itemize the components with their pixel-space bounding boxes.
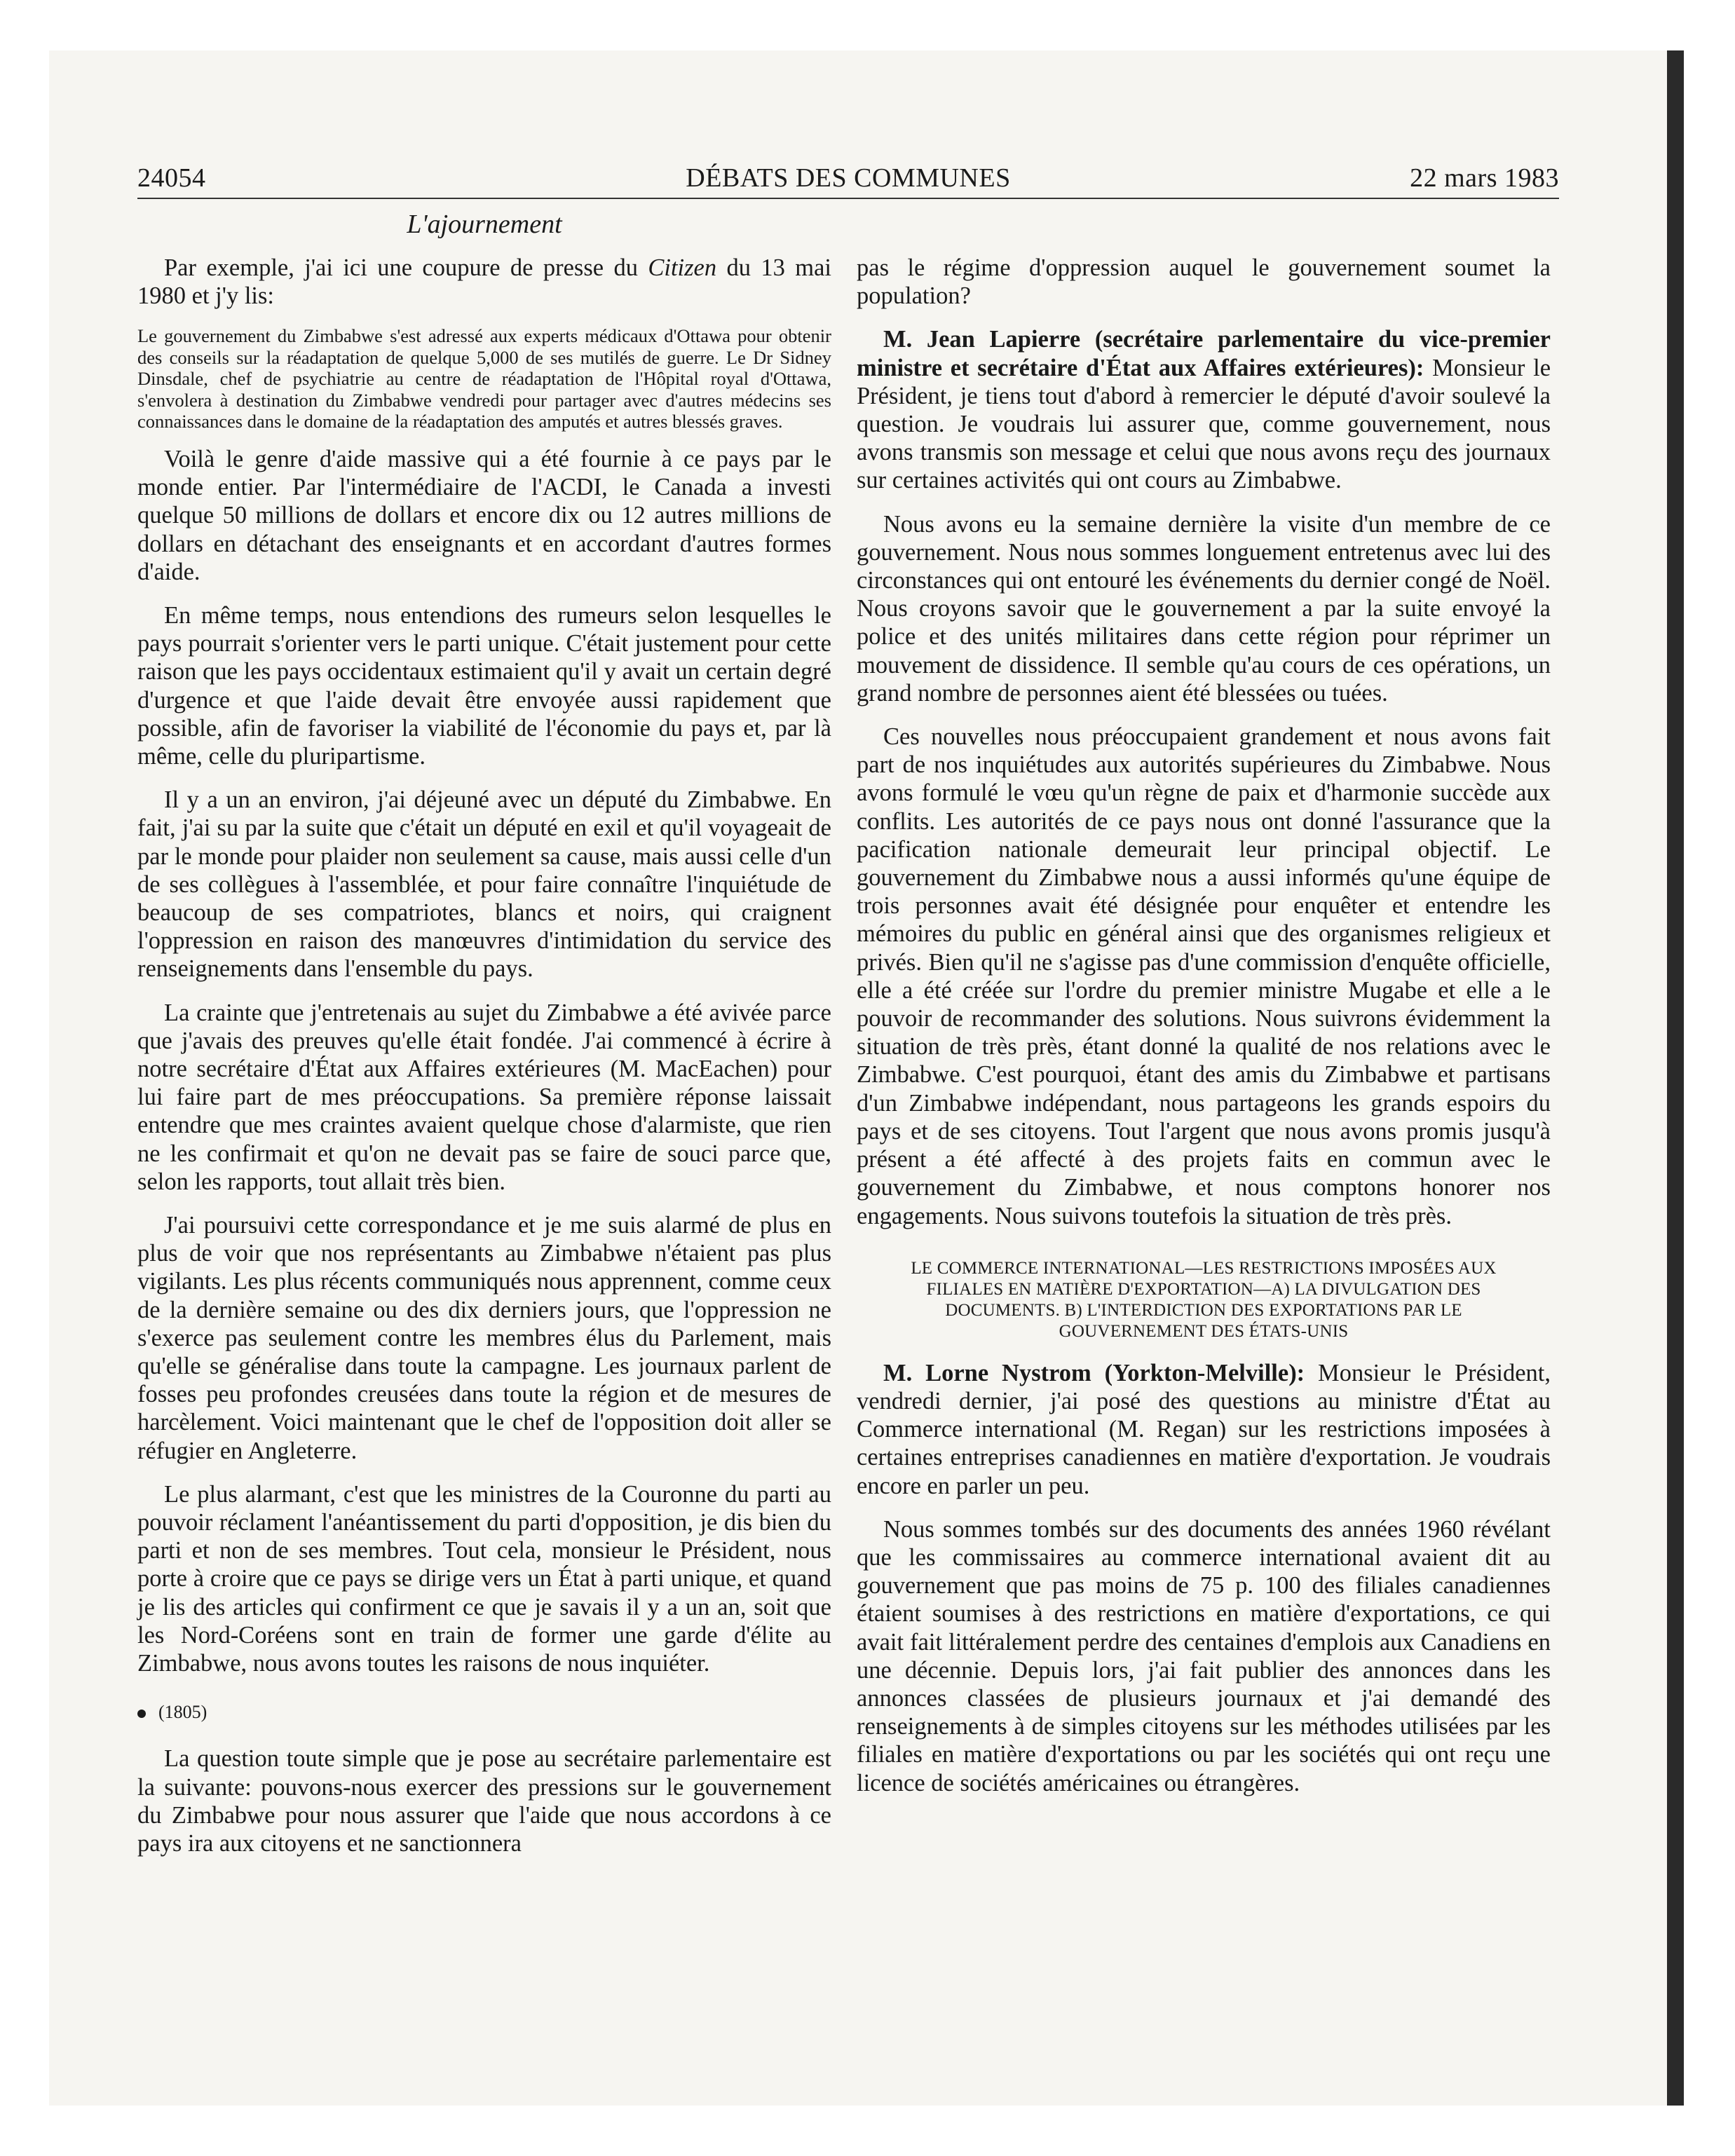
right-column [857, 254, 1551, 1813]
publication-title: DÉBATS DES COMMUNES [686, 163, 1011, 193]
speaker-name: M. Lorne Nystrom (Yorkton-Melville): [883, 1359, 1305, 1386]
paragraph: pas le régime d'oppression auquel le gouvernement soumet la population? [857, 254, 1551, 310]
speaker-paragraph: M. Lorne Nystrom (Yorkton-Melville): Monsieur le Président, vendredi dernier, j'ai posé des questions au ministre d'État au Commerce international (M. Regan) sur les restrictions imposées à certaines entreprises canadiennes en matière d'exportation. Je voudrais encore en parler un peu. [857, 1359, 1551, 1499]
paragraph: Le plus alarmant, c'est que les ministres de la Couronne du parti au pouvoir réclament l'anéantissement du parti d'opposition, je dis bien du parti et non de ses membres. Tout cela, monsieur le Président, nous porte à croire que ce pays se dirige vers un État à parti unique, et quand je lis des articles qui confirment ce que je savais il y a un an, soit que les Nord-Coréens sont en train de former une garde d'élite au Zimbabwe, nous avons toutes les raisons de nous inquiéter. [137, 1480, 831, 1677]
quoted-excerpt: Le gouvernement du Zimbabwe s'est adressé aux experts médicaux d'Ottawa pour obtenir des conseils sur la réadaptation de quelque 5,000 de ses mutilés de guerre. Le Dr Sidney Dinsdale, chef de psychiatrie au centre de réadaptation de l'Hôpital royal d'Ottawa, s'envolera à destination du Zimbabwe vendredi pour partager avec d'autres médecins ses connaissances dans le domaine de la réadaptation des amputés et autres blessés graves. [137, 325, 831, 432]
publication-date: 22 mars 1983 [1410, 163, 1559, 193]
paragraph: La crainte que j'entretenais au sujet du Zimbabwe a été avivée parce que j'avais des preuves qu'elle était fondée. J'ai commencé à écrire à notre secrétaire d'État aux Affaires extérieures (M. MacEachen) pour lui faire part de mes préoccupations. Sa première réponse laissait entendre que mes craintes avaient quelque chose d'alarmiste, que rien ne les confirmait et qu'on ne devait pas se faire de souci parce que, selon les rapports, tout allait très bien. [137, 999, 831, 1195]
scan-edge [1667, 50, 1684, 2106]
section-heading: LE COMMERCE INTERNATIONAL—LES RESTRICTIONS IMPOSÉES AUX FILIALES EN MATIÈRE D'EXPORTATION—A) LA DIVULGATION DES DOCUMENTS. B) L'INTERDICTION DES EXPORTATIONS PAR LE GOUVERNEMENT DES ÉTATS-UNIS [911, 1258, 1497, 1341]
speaker-name: M. Jean Lapierre (secrétaire parlementaire du vice-premier ministre et secrétaire d'État aux Affaires extérieures): [857, 326, 1551, 381]
time-marker: (1805) [137, 1698, 831, 1726]
paragraph: Ces nouvelles nous préoccupaient grandement et nous avons fait part de nos inquiétudes aux autorités supérieures du Zimbabwe. Nous avons formulé le vœu qu'un règne de paix et d'harmonie succède aux conflits. Les autorités de ce pays nous ont donné l'assurance que la pacification nationale demeurait leur principal objectif. Le gouvernement du Zimbabwe nous a aussi informés qu'une équipe de trois personnes avait été désignée pour enquêter et entendre les mémoires du public en général ainsi que des organismes religieux et privés. Bien qu'il ne s'agisse pas d'une commission d'enquête officielle, elle a été créée sur l'ordre du premier ministre Mugabe et elle a le pouvoir de recommander des solutions. Nous suivrons évidemment la situation de très près, étant donné la qualité de nos relations avec le Zimbabwe. C'est pourquoi, étant des amis du Zimbabwe et partisans d'un Zimbabwe indépendant, nous partageons les grands espoirs du pays et de ses citoyens. Tout l'argent que nous avons promis jusqu'à présent a été affecté à des projets faits en commun avec le gouvernement du Zimbabwe, et nous comptons honorer nos engagements. Nous suivons toutefois la situation de très près. [857, 723, 1551, 1229]
paragraph: Par exemple, j'ai ici une coupure de presse du Citizen du 13 mai 1980 et j'y lis: [137, 254, 831, 310]
paragraph: Nous sommes tombés sur des documents des années 1960 révélant que les commissaires au commerce international avaient dit au gouvernement que pas moins de 75 p. 100 des filiales canadiennes étaient soumises à des restrictions en matière d'exportations, ce qui avait fait littéralement perdre des centaines d'emplois aux Canadiens en une décennie. Depuis lors, j'ai fait publier des annonces dans les annonces classées de plusieurs journaux et j'ai demandé des renseignements à de simples citoyens sur les méthodes utilisées par les filiales en matière d'exportations ou par les sociétés qui ont reçu une licence de sociétés américaines ou étrangères. [857, 1515, 1551, 1796]
paragraph: En même temps, nous entendions des rumeurs selon lesquelles le pays pourrait s'orienter vers le parti unique. C'était justement pour cette raison que les pays occidentaux estimaient qu'il y avait un certain degré d'urgence et que l'aide devait être envoyée aussi rapidement que possible, afin de favoriser la viabilité de l'économie du pays et, par là même, celle du pluripartisme. [137, 601, 831, 770]
speaker-paragraph: M. Jean Lapierre (secrétaire parlementaire du vice-premier ministre et secrétaire d'État aux Affaires extérieures): Monsieur le Président, je tiens tout d'abord à remercier le député d'avoir soulevé la question. Je voudrais lui assurer que, comme gouvernement, nous avons transmis son message et celui que nous avons reçu des journaux sur certaines activités qui ont cours au Zimbabwe. [857, 326, 1551, 494]
paragraph: Voilà le genre d'aide massive qui a été fournie à ce pays par le monde entier. Par l'intermédiaire de l'ACDI, le Canada a investi quelque 50 millions de dollars et encore dix ou 12 autres millions de dollars en détachant des enseignants et en accordant d'autres formes d'aide. [137, 445, 831, 585]
paragraph: La question toute simple que je pose au secrétaire parlementaire est la suivante: pouvons-nous exercer des pressions sur le gouvernement du Zimbabwe pour nous assurer que l'aide que nous accordons à ce pays ira aux citoyens et ne sanctionnera [137, 1745, 831, 1857]
page-number: 24054 [137, 163, 206, 193]
section-title: L'ajournement [407, 210, 562, 239]
paragraph: J'ai poursuivi cette correspondance et je me suis alarmé de plus en plus de voir que nos représentants au Zimbabwe n'étaient pas plus vigilants. Les plus récents communiqués nous apprennent, comme ceux de la dernière semaine ou des dix derniers jours, que l'oppression ne s'exerce pas seulement contre les membres élus du Parlement, mais qu'elle se généralise dans toute la campagne. Les journaux parlent de fosses peu profondes creusées dans toute la région et de mesures de harcèlement. Voici maintenant que le chef de l'opposition doit aller se réfugier en Angleterre. [137, 1211, 831, 1464]
page-header [137, 163, 1559, 198]
bullet-icon [137, 1710, 146, 1718]
paragraph: Il y a un an environ, j'ai déjeuné avec un député du Zimbabwe. En fait, j'ai su par la suite que c'était un député en exil et qu'il voyageait de par le monde pour plaider non seulement sa cause, mais aussi celle d'un de ses collègues à l'assemblée, et pour faire connaître l'inquiétude de beaucoup de ses compatriotes, blancs et noirs, qui craignent l'oppression en raison des manœuvres d'intimidation du service des renseignements dans l'ensemble du pays. [137, 786, 831, 983]
header-rule [137, 198, 1559, 199]
paragraph: Nous avons eu la semaine dernière la visite d'un membre de ce gouvernement. Nous nous sommes longuement entretenus avec lui des circonstances qui ont entouré les événements du dernier congé de Noël. Nous croyons savoir que le gouvernement a par la suite envoyé la police et des unités militaires dans cette région pour réprimer un mouvement de dissidence. Il semble qu'au cours de ces opérations, un grand nombre de personnes aient été blessées ou tuées. [857, 510, 1551, 707]
left-column [137, 254, 831, 1873]
